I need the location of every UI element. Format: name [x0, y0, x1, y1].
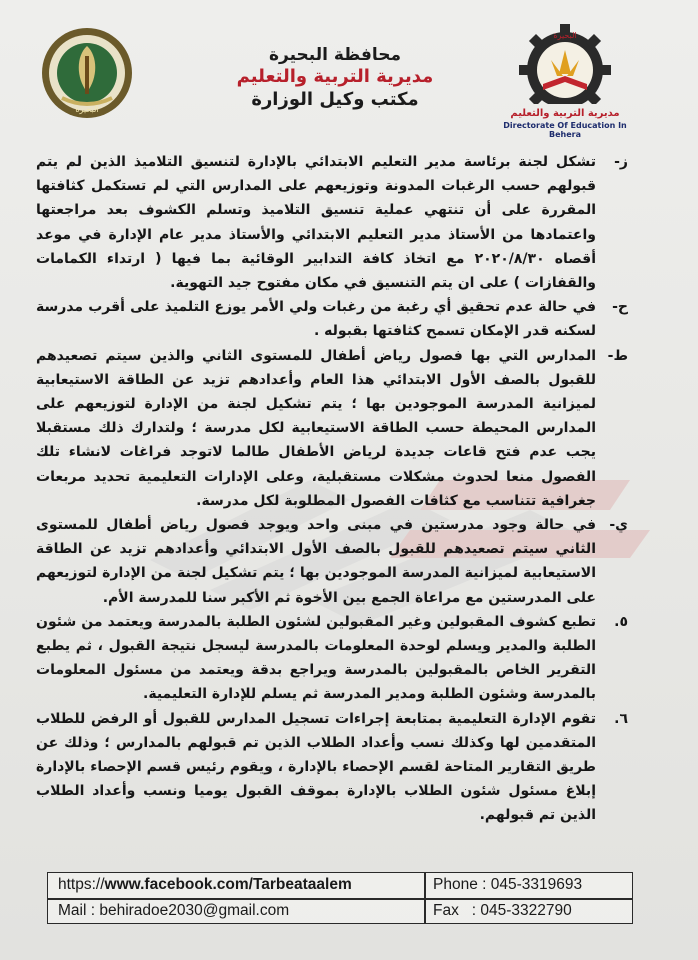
logo-english-caption: Directorate Of Education In Behera	[503, 121, 627, 139]
item-marker: ط-	[607, 347, 628, 364]
item-marker: ٦.	[614, 710, 628, 727]
document-body	[36, 150, 628, 828]
phone-number: Phone : 045-3319693	[433, 876, 583, 893]
list-item	[36, 707, 628, 828]
list-item	[36, 513, 628, 610]
left-logo-caption: البحيرة	[75, 105, 99, 114]
fax-number: Fax : 045-3322790	[433, 902, 572, 919]
list-item	[36, 344, 628, 513]
list-item	[36, 295, 628, 343]
governorate-logo	[40, 26, 134, 120]
item-text: في حالة عدم تحقيق أي رغبة من رغبات ولي الأمر يوزع التلميذ على أقرب مدرسة لسكنه قدر الإمكان تسمح كثافتها بقبوله .	[36, 299, 596, 340]
logo-arabic-caption: مديرية التربية والتعليم	[510, 108, 620, 119]
office-name: مكتب وكيل الوزارة	[251, 89, 419, 110]
item-marker: ز-	[614, 154, 628, 170]
website-link[interactable]	[58, 876, 352, 894]
gear-book-icon	[500, 24, 630, 104]
website-domain: www.facebook.com/Tarbeataalem	[104, 876, 352, 893]
item-text: المدارس التي بها فصول رياض أطفال للمستوى الثاني والذين سيتم تصعيدهم للقبول بالصف الأول الابتدائي هذا العام وأعدادهم تزيد عن الطاقة الاستيعابية لميزانية المدرسة الموجودين بها ؛ يتم تشكيل لجنة من الإدارة لتوزيعهم على المدارس المحيطة حسب الطاقة الاستيعابية لكل مدرسة ؛ ولتدارك ذلك مستقبلا يجب عدم فتح قاعات جديدة لرياض الأطفال طالما لاتوجد فراغات لانشاء تلك الفصول منعا لحدوث مشكلات مستقبلية، وعلى الإدارات التعليمية تحديد مربعات جغرافية تتناسب مع كثافات الفصول المطلوبة لكل مدرسة.	[36, 347, 596, 509]
footer-divider-horizontal	[48, 898, 632, 900]
item-text: تشكل لجنة برئاسة مدير التعليم الابتدائي بالإدارة لتنسيق التلاميذ الذين لم يتم قبولهم حسب الرغبات المدونة وتوزيعهم على المدارس التي لم تستكمل كثافتها المقررة على أن تنتهي عملية تنسيق التلاميذ وتسلم الكشوف بعد مراجعتها واعتمادها من الأستاذ مدير التعليم الابتدائي والأستاذ مدير عام الإدارة في موعد أقصاه ٢٠٢٠/٨/٣٠ مع اتخاذ كافة التدابير الوقائية بما فيها ( ارتداء الكمامات والقفازات ) على ان يتم التنسيق في مكان مفتوح جيد التهوية.	[36, 154, 597, 292]
website-prefix: https://	[58, 876, 105, 893]
list-item	[36, 610, 628, 707]
directorate-logo	[500, 24, 630, 139]
item-text: تطبع كشوف المقبولين وغير المقبولين لشئون الطلبة بالمدرسة ويعتمد من شئون الطلبة والمدير ويسلم لوحدة المعلومات بالمدرسة ليسجل نتيجة القبول ، ثم يطبع التقرير الخاص بالمقبولين بالمدرسة ويراجع بدقة ويعتمد من مسئول المعلومات بالمدرسة وشئون الطلبة ومدير المدرسة ثم يسلم للإدارة التعليمية.	[36, 613, 596, 703]
contact-footer	[47, 872, 633, 924]
directorate-name: مديرية التربية والتعليم	[236, 66, 434, 87]
logo-top-caption: البحيرة	[553, 31, 577, 40]
item-marker: ي-	[609, 517, 628, 534]
email-address[interactable]: Mail : behiradoe2030@gmail.com	[58, 902, 290, 919]
letterhead	[200, 44, 470, 112]
item-marker: ح-	[612, 299, 628, 316]
governorate-name: محافظة البحيرة	[268, 45, 402, 65]
item-text: تقوم الإدارة التعليمية بمتابعة إجراءات تسجيل المدارس للقبول أو الرفض للطلاب المتقدمين لها وكذلك نسب وأعداد الطلاب الذين تم قبولهم بالمدارس ؛ وذلك عن طريق التقارير المتاحة لقسم الإحصاء بالإدارة ، ويقوم رئيس قسم الإحصاء بالإدارة إبلاغ مسئول شئون الطلاب بالإدارة بموقف القبول يوميا ونسب وأعداد الطلاب الذين تم قبولهم.	[36, 710, 596, 824]
list-item	[36, 150, 628, 295]
item-text: في حالة وجود مدرستين في مبنى واحد ويوجد فصول رياض أطفال للمستوى الثاني سيتم تصعيدهم للقبول بالصف الأول الابتدائي وأعدادهم تزيد عن الطاقة الاستيعابية لميزانية المدرسة الموجودين بها ؛ يتم تشكيل لجنة من الإدارة لتوزيعهم على المدرستين مع مراعاة الجمع بين الأخوة ثم الأكبر سنا للمدرسة الأم.	[36, 517, 596, 606]
item-marker: ٥.	[614, 613, 628, 630]
